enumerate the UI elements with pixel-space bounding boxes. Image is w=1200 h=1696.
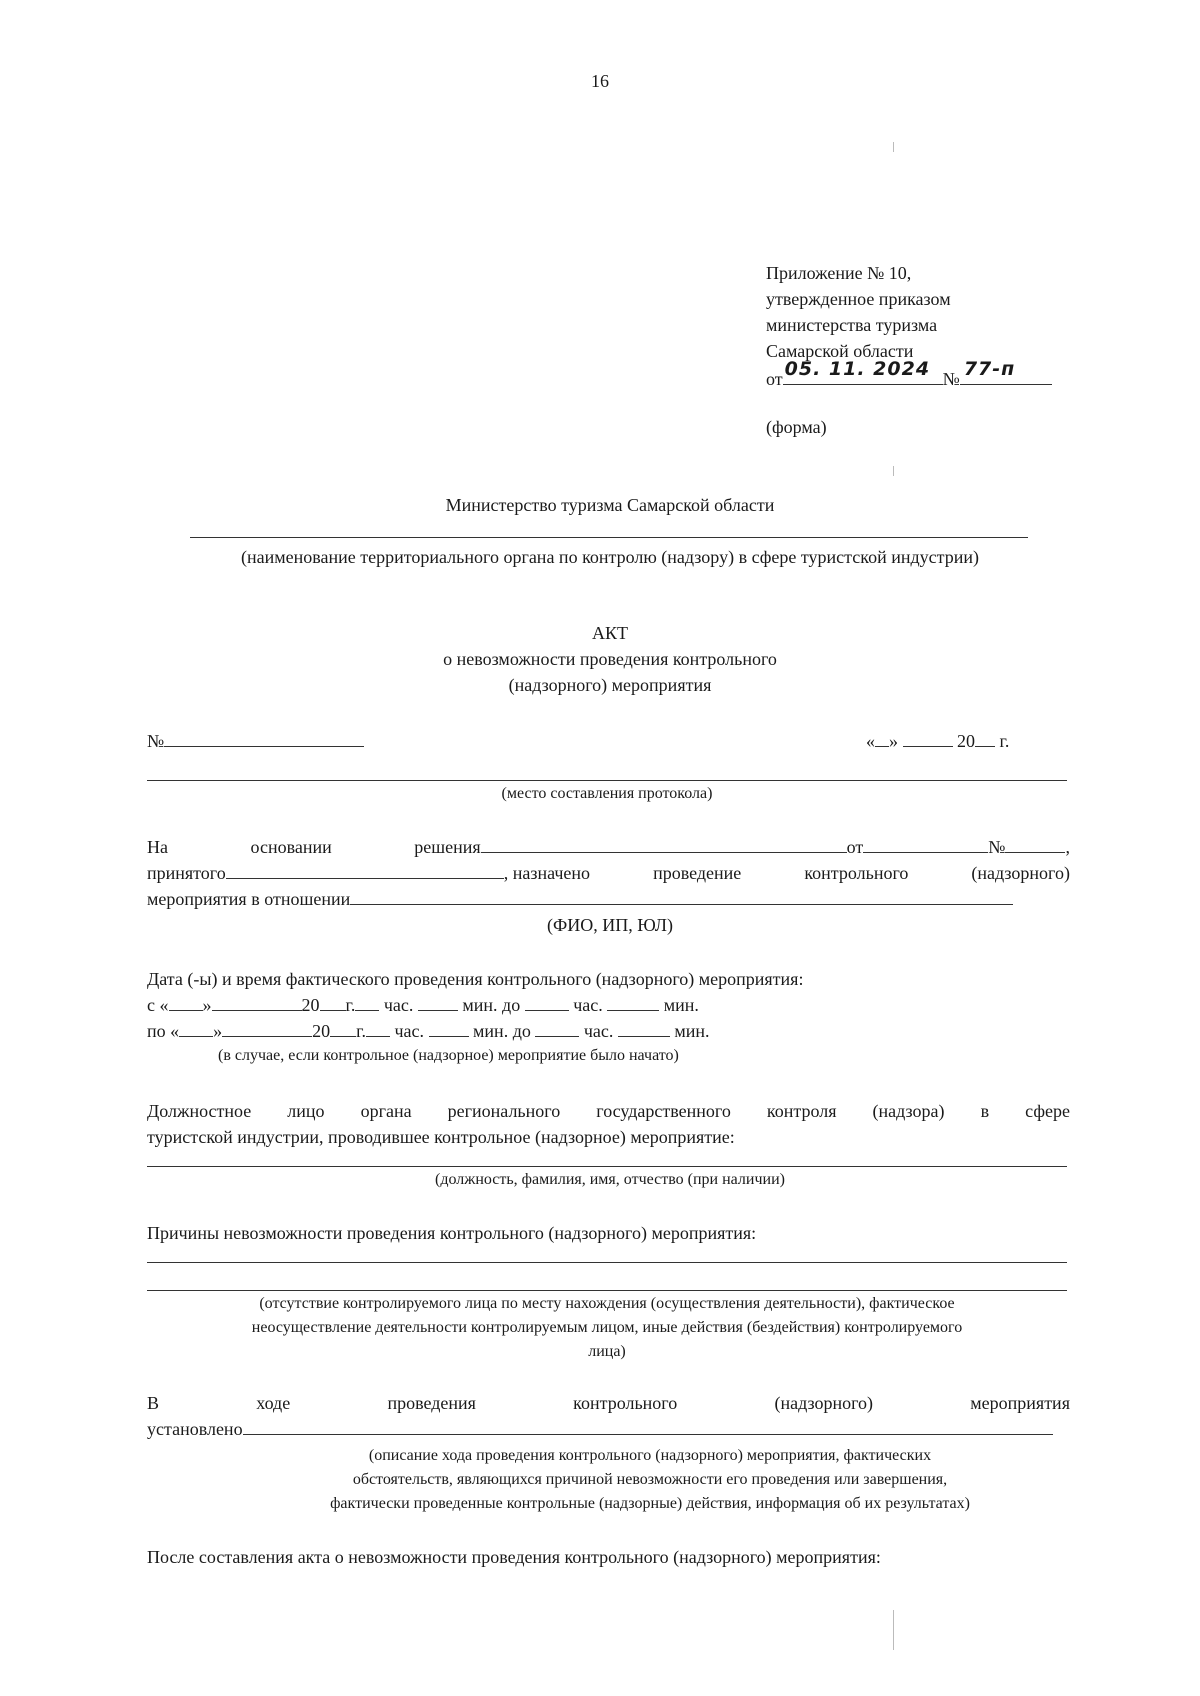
official-underline	[147, 1166, 1067, 1167]
basis-word: На	[147, 837, 168, 857]
from-to-minute-field	[607, 994, 659, 1011]
basis-decision	[414, 836, 1070, 858]
from-minute-field	[418, 994, 458, 1011]
minute-to-label: мин. до	[462, 995, 521, 1015]
minute-label: мин.	[663, 995, 699, 1015]
organization-name: Министерство туризма Самарской области	[445, 495, 775, 515]
from-hour-field	[355, 994, 379, 1011]
dates-note: (в случае, если контрольное (надзорное) мероприятие было начато)	[218, 1047, 679, 1064]
course-word: ходе	[256, 1393, 291, 1413]
accepted-by-field	[226, 862, 504, 879]
act-year-field	[975, 730, 995, 747]
from-month-field	[212, 994, 302, 1011]
accepted-label: принятого	[147, 863, 226, 883]
official-caption: (должность, фамилия, имя, отчество (при наличии)	[435, 1171, 785, 1188]
place-underline	[147, 780, 1067, 781]
act-subtitle-2: (надзорного) мероприятия	[508, 675, 712, 695]
act-number-label: №	[147, 731, 165, 751]
basis-word: , назначено	[503, 863, 591, 883]
target-person-field	[350, 888, 1013, 905]
basis-word: проведение	[653, 863, 742, 883]
hour-label: час.	[383, 995, 414, 1015]
appendix-date-field	[783, 358, 943, 385]
basis-word: (надзорного)	[971, 863, 1070, 883]
to-to-minute-field	[618, 1020, 670, 1037]
basis-caption: (ФИО, ИП, ЮЛ)	[546, 915, 674, 935]
course-word: проведения	[387, 1393, 476, 1413]
from-year-field	[320, 994, 346, 1011]
course-word: контрольного	[573, 1393, 678, 1413]
appendix-line-3: министерства туризма	[766, 315, 938, 335]
basis-word: контрольного	[804, 863, 909, 883]
appendix-line-1: Приложение № 10,	[766, 263, 912, 283]
to-hour-field	[366, 1020, 390, 1037]
hour-label: час.	[394, 1021, 425, 1041]
year-suffix: г.	[999, 731, 1010, 751]
appendix-line-2: утвержденное приказом	[766, 289, 951, 309]
course-line-2	[147, 1418, 1053, 1440]
basis-word: основании	[250, 837, 332, 857]
year-suffix: г.	[356, 1021, 366, 1041]
course-line-1	[147, 1392, 1070, 1414]
decision-number-field	[1005, 836, 1065, 853]
act-title: АКТ	[592, 623, 628, 643]
from-to-hour-field	[525, 994, 569, 1011]
date-to-row	[147, 1020, 710, 1042]
reasons-title: Причины невозможности проведения контрольного (надзорного) мероприятия:	[147, 1223, 757, 1243]
basis-line-1	[147, 836, 1070, 858]
course-word: мероприятия	[970, 1393, 1070, 1413]
handwritten-date: 05. 11. 2024	[784, 358, 931, 380]
basis-comma: ,	[1065, 837, 1070, 857]
date-from-prefix: с	[147, 995, 155, 1015]
open-quote: «	[170, 1021, 180, 1041]
course-caption-3: фактически проведенные контрольные (надзорные) действия, информация об их результатах)	[330, 1495, 970, 1512]
official-line-1: Должностное лицо органа регионального государственного контроля (надзора) в сфере	[147, 1101, 1070, 1121]
basis-number-label: №	[988, 837, 1006, 857]
to-minute-field	[429, 1020, 469, 1037]
appendix-line-4: Самарской области	[766, 341, 914, 361]
course-caption-2: обстоятельств, являющихся причиной невозможности его проведения или завершения,	[352, 1471, 948, 1488]
minute-to-label: мин. до	[473, 1021, 531, 1041]
appendix-number-label: №	[942, 369, 960, 389]
act-month-field	[903, 730, 953, 747]
from-day-field	[169, 994, 203, 1011]
decision-field	[481, 836, 847, 853]
after-line-1: После составления акта о невозможности проведения контрольного (надзорного) мероприятия:	[147, 1547, 881, 1567]
reasons-underline-1	[147, 1262, 1067, 1263]
established-field	[243, 1418, 1053, 1435]
official-line-2: туристской индустрии, проводившее контрольное (надзорное) мероприятие:	[147, 1127, 735, 1147]
to-year-field	[330, 1020, 356, 1037]
basis-word: решения	[414, 837, 481, 857]
act-number-row	[147, 730, 364, 752]
date-close-quote: »	[889, 731, 898, 751]
appendix-number-field	[960, 358, 1052, 385]
course-word: В	[147, 1393, 160, 1413]
reasons-caption-2: неосуществление деятельности контролируемым лицом, иные действия (бездействия) контролируемого	[251, 1319, 963, 1336]
date-to-prefix: по	[147, 1021, 166, 1041]
reasons-underline-2	[147, 1290, 1067, 1291]
date-open-quote: «	[866, 731, 875, 751]
scan-artifact-line	[893, 466, 894, 476]
year-prefix: 20	[312, 1021, 331, 1041]
scan-artifact-line	[893, 142, 894, 152]
form-label: (форма)	[766, 417, 827, 437]
year-prefix: 20	[957, 731, 975, 751]
appendix-from-line	[766, 358, 1052, 390]
close-quote: »	[202, 995, 212, 1015]
basis-line-3	[147, 888, 1013, 910]
handwritten-number: 77-п	[963, 358, 1016, 380]
act-date-row	[866, 730, 1009, 752]
to-month-field	[222, 1020, 312, 1037]
act-subtitle-1: о невозможности проведения контрольного	[443, 649, 777, 669]
to-day-field	[179, 1020, 213, 1037]
close-quote: »	[213, 1021, 223, 1041]
hour-label: час.	[583, 1021, 614, 1041]
scan-artifact-line	[893, 1610, 894, 1650]
course-caption-1: (описание хода проведения контрольного (надзорного) мероприятия, фактических	[368, 1447, 932, 1464]
place-caption: (место составления протокола)	[501, 785, 713, 802]
basis-from-label: от	[846, 837, 864, 857]
decision-date-field	[863, 836, 988, 853]
appendix-from-label: от	[766, 369, 783, 389]
act-number-field	[164, 730, 364, 747]
organization-caption: (наименование территориального органа по контролю (надзору) в сфере туристской индустрии)	[241, 547, 979, 567]
open-quote: «	[159, 995, 169, 1015]
accepted-by	[147, 862, 590, 884]
year-prefix: 20	[301, 995, 320, 1015]
course-word: (надзорного)	[774, 1393, 874, 1413]
act-day-field	[875, 730, 889, 747]
basis-line-2	[147, 862, 1070, 884]
hour-label: час.	[573, 995, 603, 1015]
organization-underline	[190, 537, 1028, 538]
dates-title: Дата (-ы) и время фактического проведения контрольного (надзорного) мероприятия:	[147, 969, 804, 989]
minute-label: мин.	[674, 1021, 710, 1041]
year-suffix: г.	[345, 995, 356, 1015]
basis-target-label: мероприятия в отношении	[147, 889, 351, 909]
established-label: установлено	[147, 1419, 243, 1439]
page-number: 16	[591, 71, 609, 91]
date-from-row	[147, 994, 699, 1016]
reasons-caption-3: лица)	[588, 1343, 626, 1360]
to-to-hour-field	[535, 1020, 579, 1037]
reasons-caption-1: (отсутствие контролируемого лица по месту нахождения (осуществления деятельности), фактическое	[259, 1295, 955, 1312]
